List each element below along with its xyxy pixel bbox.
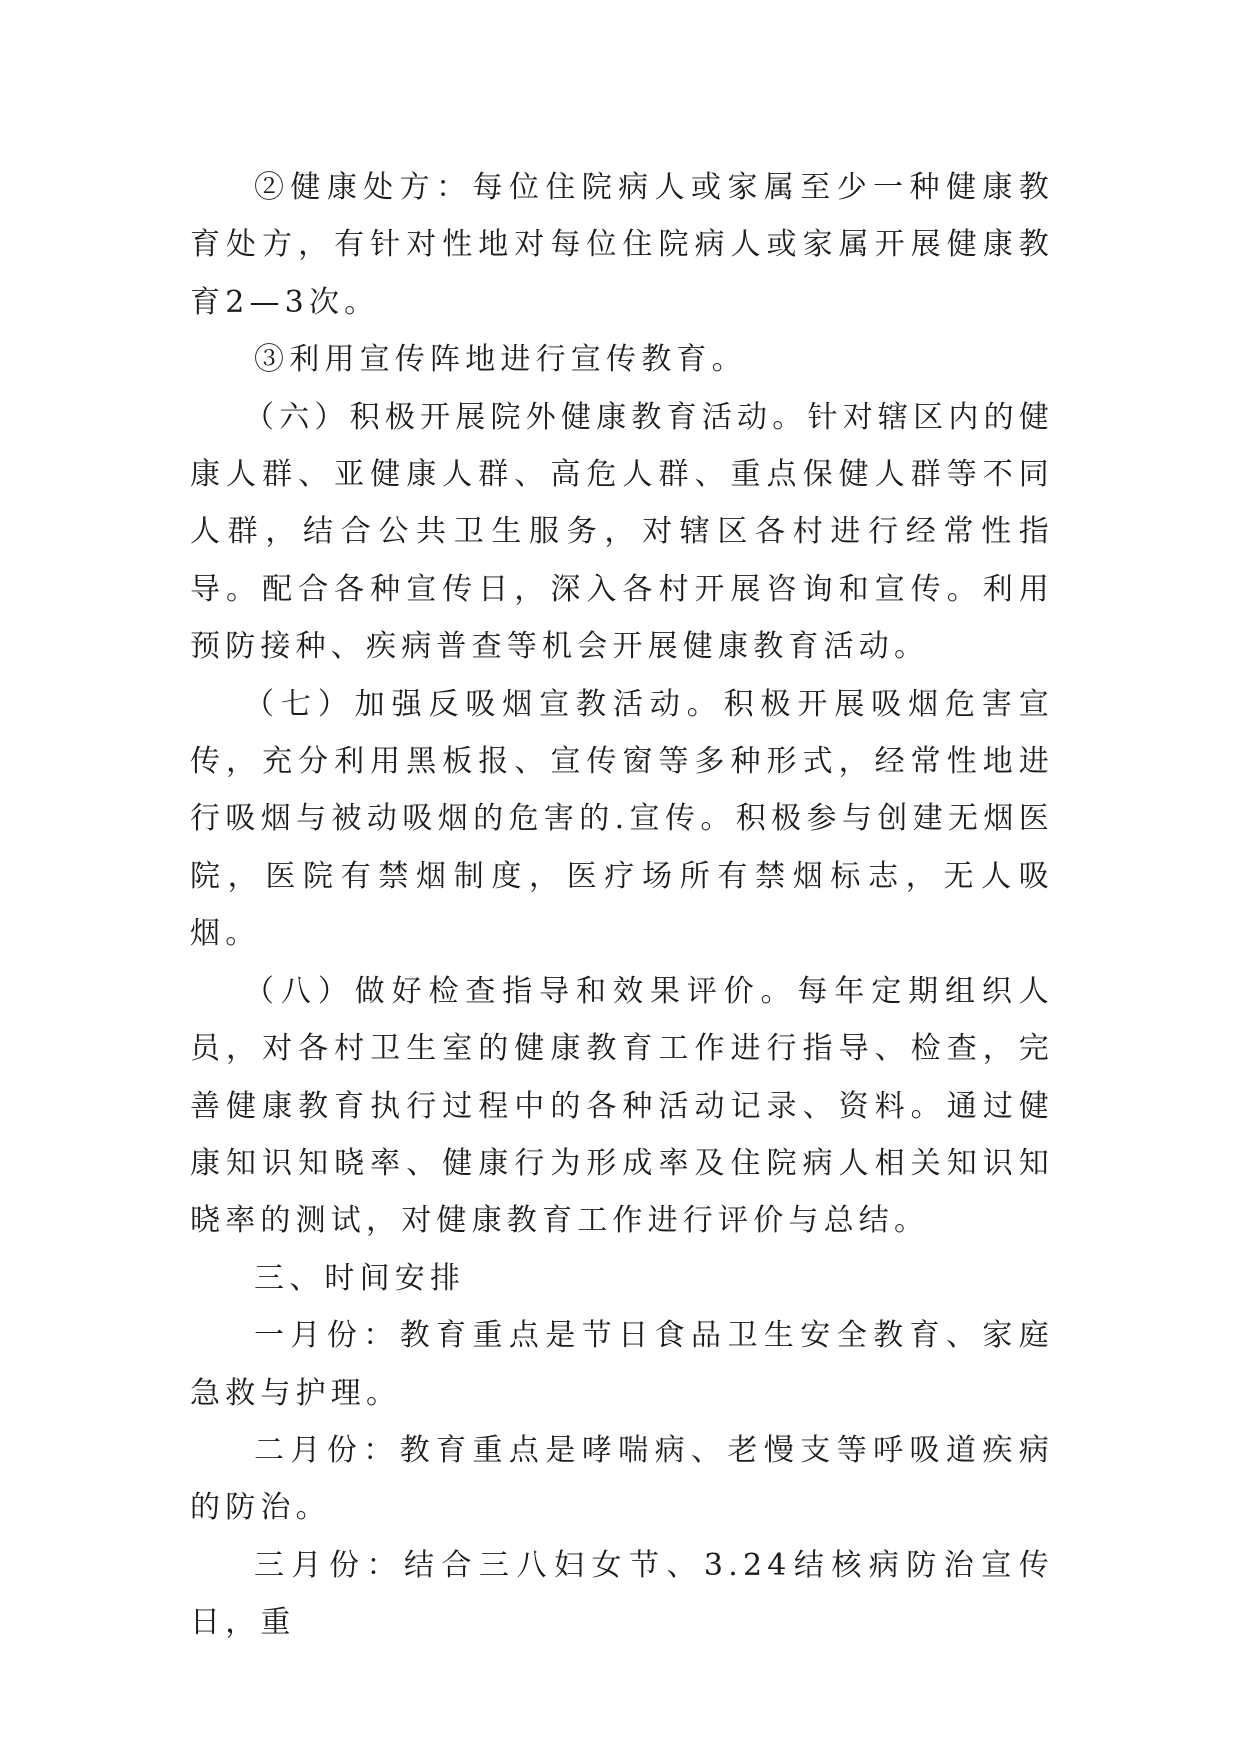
paragraph-section-7: （七）加强反吸烟宣教活动。积极开展吸烟危害宣传，充分利用黑板报、宣传窗等多种形式，经常性地进行吸烟与被动吸烟的危害的.宣传。积极参与创建无烟医院，医院有禁烟制度，医疗场所有禁烟标志，无人吸烟。: [190, 686, 1054, 952]
paragraph-section-6: （六）积极开展院外健康教育活动。针对辖区内的健康人群、亚健康人群、高危人群、重点保健人群等不同人群，结合公共卫生服务，对辖区各村进行经常性指导。配合各种宣传日，深入各村开展咨询和宣传。利用预防接种、疾病普查等机会开展健康教育活动。: [190, 399, 1054, 665]
paragraph-health-prescription: ②健康处方：每位住院病人或家属至少一种健康教育处方，有针对性地对每位住院病人或家属开展健康教育2—3次。: [190, 170, 1054, 320]
paragraph-publicity-venue: ③利用宣传阵地进行宣传教育。: [254, 342, 747, 378]
paragraph-march: 三月份：结合三八妇女节、3.24结核病防治宣传日，重: [190, 1547, 1054, 1641]
document-body: [190, 159, 1054, 1652]
paragraph-section-8: （八）做好检查指导和效果评价。每年定期组织人员，对各村卫生室的健康教育工作进行指导、检查，完善健康教育执行过程中的各种活动记录、资料。通过健康知识知晓率、健康行为形成率及住院病人相关知识知晓率的测试，对健康教育工作进行评价与总结。: [190, 973, 1054, 1239]
paragraph-february: 二月份：教育重点是哮喘病、老慢支等呼吸道疾病的防治。: [190, 1432, 1054, 1526]
section-heading-schedule: 三、时间安排: [254, 1260, 466, 1296]
paragraph-january: 一月份：教育重点是节日食品卫生安全教育、家庭急救与护理。: [190, 1318, 1054, 1411]
